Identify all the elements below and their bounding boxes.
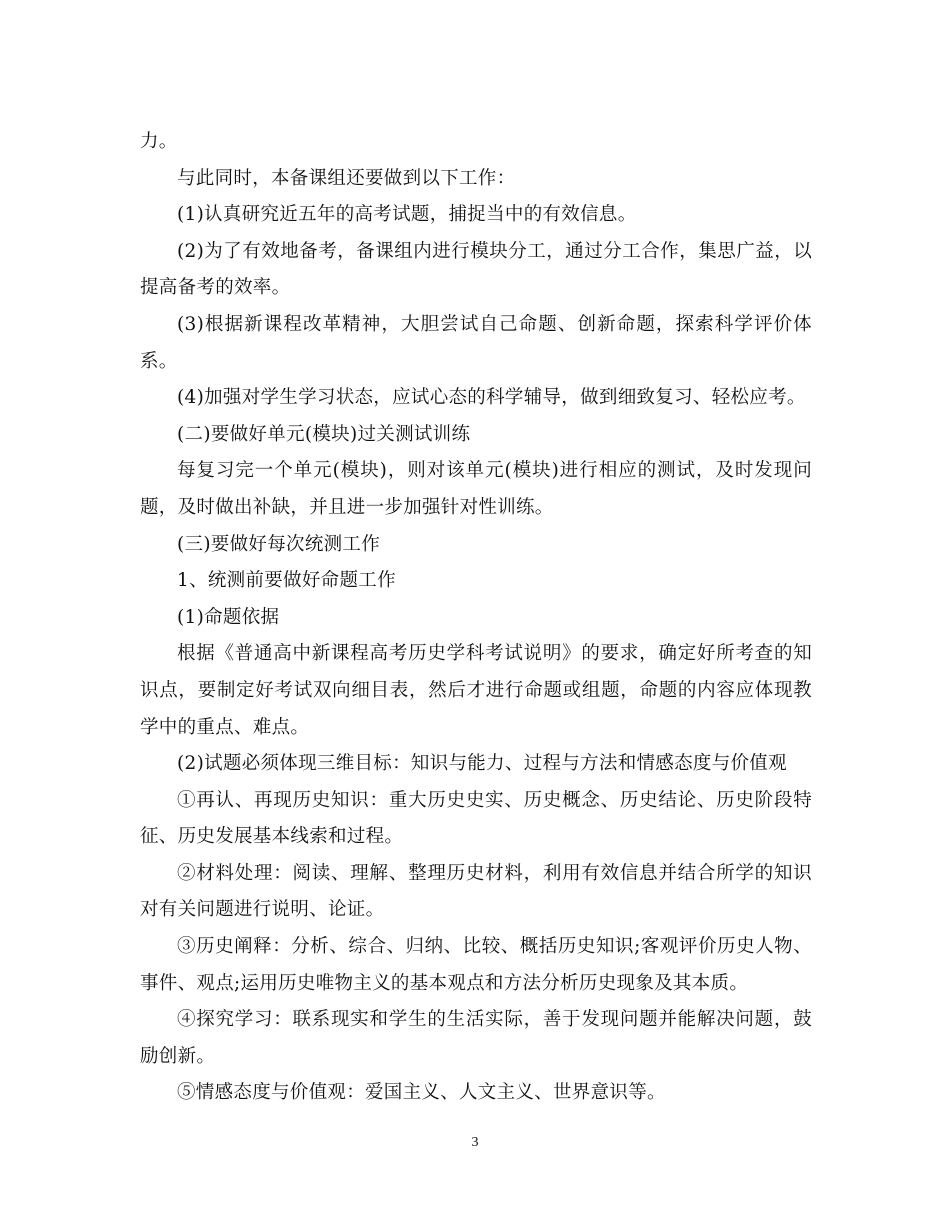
section-heading: (二)要做好单元(模块)过关测试训练: [177, 423, 471, 445]
list-item: ②材料处理：阅读、理解、整理历史材料，利用有效信息并结合所学的知识对有关问题进行说明、论证。: [140, 862, 812, 921]
section-heading: (三)要做好每次统测工作: [177, 533, 381, 555]
subsection-heading: (1)命题依据: [177, 606, 280, 628]
paragraph: 力。: [140, 131, 178, 152]
subsection-heading: (2)试题必须体现三维目标：知识与能力、过程与方法和情感态度与价值观: [177, 753, 787, 775]
list-item: ①再认、再现历史知识：重大历史史实、历史概念、历史结论、历史阶段特征、历史发展基本线索和过程。: [140, 789, 812, 848]
paragraph: 根据《普通高中新课程高考历史学科考试说明》的要求，确定好所考查的知识点，要制定好考试双向细目表，然后才进行命题或组题，命题的内容应体现教学中的重点、难点。: [140, 643, 812, 738]
list-item: ④探究学习：联系现实和学生的生活实际，善于发现问题并能解决问题，鼓励创新。: [140, 1009, 812, 1067]
paragraph: (3)根据新课程改革精神，大胆尝试自己命题、创新命题，探索科学评价体系。: [140, 313, 812, 372]
paragraph: (2)为了有效地备考，备课组内进行模块分工，通过分工合作，集思广益，以提高备考的效率。: [140, 240, 812, 299]
list-item: ⑤情感态度与价值观：爱国主义、人文主义、世界意识等。: [177, 1082, 666, 1104]
subsection-heading: 1、统测前要做好命题工作: [177, 570, 396, 592]
list-item: ③历史阐释：分析、综合、归纳、比较、概括历史知识;客观评价历史人物、事件、观点;运用历史唯物主义的基本观点和方法分析历史现象及其本质。: [140, 936, 812, 994]
paragraph: (1)认真研究近五年的高考试题，捕捉当中的有效信息。: [177, 204, 637, 226]
page-number: 3: [471, 1135, 479, 1150]
paragraph: (4)加强对学生学习状态，应试心态的科学辅导，做到细致复习、轻松应考。: [177, 387, 806, 409]
paragraph: 与此同时，本备课组还要做到以下工作：: [177, 167, 516, 189]
document-body: [140, 124, 812, 1112]
paragraph: 每复习完一个单元(模块)，则对该单元(模块)进行相应的测试，及时发现问题，及时做出补缺，并且进一步加强针对性训练。: [140, 460, 812, 518]
